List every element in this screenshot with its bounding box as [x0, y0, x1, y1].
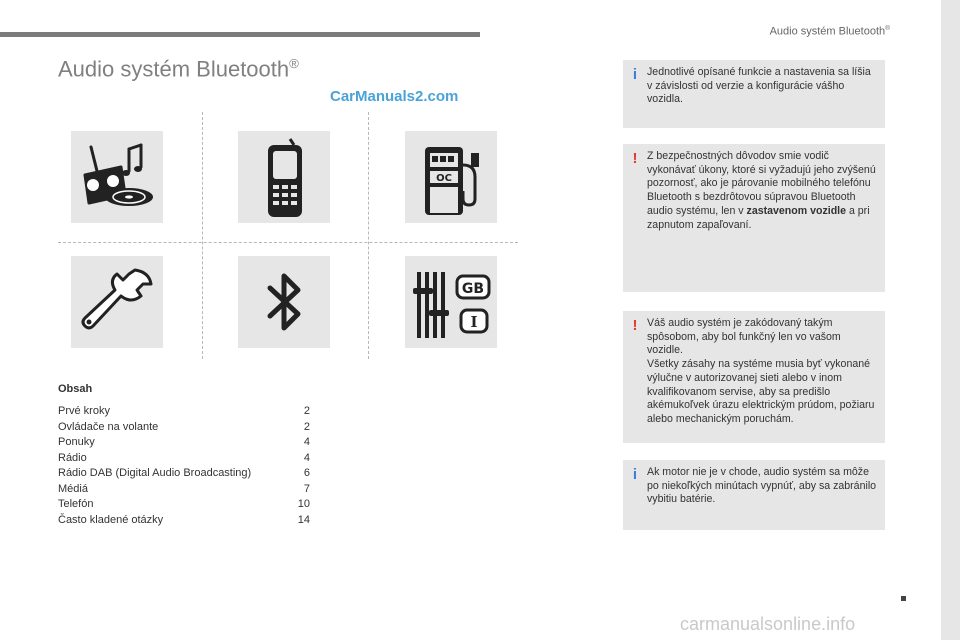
fuel-pump-icon	[409, 135, 493, 219]
tile-radio-music	[71, 131, 163, 223]
toc-item[interactable]: Prvé kroky 2	[58, 405, 310, 417]
page-edge-strip	[941, 0, 960, 640]
wrench-icon	[75, 260, 159, 344]
watermark-bottom: carmanualsonline.info	[680, 614, 856, 634]
tile-mobile-phone	[238, 131, 330, 223]
toc-item[interactable]: Médiá 7	[58, 482, 310, 495]
page-title: Audio systém Bluetooth®	[58, 56, 299, 82]
radio-music-icon	[75, 135, 159, 219]
tile-wrench	[71, 256, 163, 348]
grid-divider-vertical	[202, 112, 203, 359]
toc-item[interactable]: Ponuky 4	[58, 436, 310, 448]
table-of-contents	[58, 383, 310, 528]
toc-title: Obsah	[58, 383, 93, 395]
toc-item[interactable]: Rádio 4	[58, 451, 310, 464]
watermark-top: CarManuals2.com	[330, 88, 459, 105]
info-note-battery: i Ak motor nie je v chode, audio systém sa môže po niekoľkých minútach vypnúť, aby sa zabránilo vybitiu batérie.	[623, 460, 885, 530]
tile-equalizer	[405, 256, 497, 348]
tile-fuel-pump	[405, 131, 497, 223]
warning-note-safety: ! Z bezpečnostných dôvodov smie vodič vykonávať úkony, ktoré si vyžadujú jeho zvýšenú pozornosť, ako je párovanie mobilného telefónu Bluetooth s bezdrôtovou súpravou Bluetooth audio systému, len v zastavenom vozidle a pri zapnutom zapaľovaní.	[623, 144, 885, 292]
svg-text:I: I	[470, 313, 478, 331]
toc-item[interactable]: Telefón 10	[58, 498, 310, 510]
toc-item[interactable]: Ovládače na volante 2	[58, 420, 310, 433]
warning-note-coded-system: ! Váš audio systém je zakódovaný takým spôsobom, aby bol funkčný len vo vašom vozidle. Všetky zásahy na systéme musia byť vykonané výlučne v autorizovanej sieti alebo v inom kvalifikovanom servise, aby sa predišlo akémukoľvek úrazu elektrickým prúdom, požiaru alebo mechanickým poruchám.	[623, 311, 885, 443]
svg-text:OC: OC	[436, 173, 452, 184]
running-header: Audio systém Bluetooth®	[769, 25, 890, 38]
info-icon: i	[632, 466, 638, 483]
page-marker	[901, 596, 906, 601]
info-icon: i	[632, 66, 638, 83]
toc-item[interactable]: Rádio DAB (Digital Audio Broadcasting) 6	[58, 467, 310, 479]
top-rule	[0, 32, 480, 37]
tile-bluetooth	[238, 256, 330, 348]
warning-icon: !	[632, 150, 638, 167]
toc-item[interactable]: Často kladené otázky 14	[58, 513, 310, 526]
warning-icon: !	[632, 317, 638, 334]
grid-divider-vertical	[368, 112, 369, 359]
info-note-versions: i Jednotlivé opísané funkcie a nastavenia sa líšia v závislosti od verzie a konfigurácie vášho vozidla.	[623, 60, 885, 128]
bluetooth-icon	[242, 260, 326, 344]
mobile-phone-icon	[242, 135, 326, 219]
grid-divider-horizontal	[58, 242, 518, 243]
svg-text:GB: GB	[461, 281, 485, 297]
equalizer-icon	[409, 260, 493, 344]
